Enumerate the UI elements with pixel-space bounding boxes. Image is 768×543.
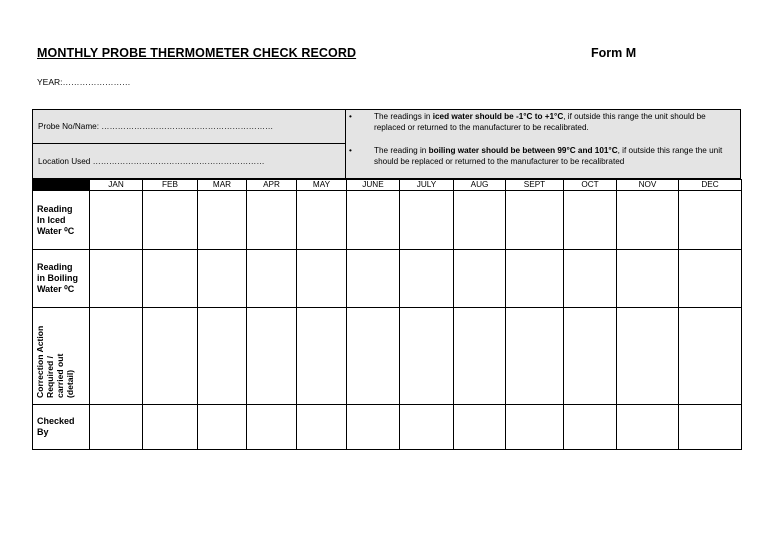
- bullet: •: [349, 146, 352, 155]
- entry-cell[interactable]: [347, 191, 400, 250]
- entry-cell[interactable]: [400, 405, 454, 450]
- month-header: AUG: [454, 180, 506, 191]
- entry-cell[interactable]: [347, 405, 400, 450]
- form-title: MONTHLY PROBE THERMOMETER CHECK RECORD: [37, 46, 357, 60]
- month-header: JUNE: [347, 180, 400, 191]
- month-header: MAY: [297, 180, 347, 191]
- entry-cell[interactable]: [90, 405, 143, 450]
- entry-cell[interactable]: [400, 308, 454, 405]
- entry-cell[interactable]: [297, 405, 347, 450]
- entry-cell[interactable]: [564, 191, 617, 250]
- entry-cell[interactable]: [247, 405, 297, 450]
- entry-cell[interactable]: [297, 250, 347, 308]
- entry-cell[interactable]: [90, 191, 143, 250]
- entry-cell[interactable]: [347, 250, 400, 308]
- row-label-checked: Checked By: [33, 405, 90, 450]
- entry-cell[interactable]: [143, 308, 198, 405]
- entry-cell[interactable]: [679, 405, 742, 450]
- month-header: JAN: [90, 180, 143, 191]
- entry-cell[interactable]: [297, 308, 347, 405]
- correction-label: Correction Action Required / carried out (detail): [35, 325, 75, 398]
- iced-water-row: [33, 191, 742, 250]
- note-text: , if outside this range the unit should be replaced or returned to the manufacturer to be recalibrated: [374, 146, 723, 166]
- boiling-water-row: [33, 250, 742, 308]
- entry-cell[interactable]: [454, 250, 506, 308]
- entry-cell[interactable]: [679, 191, 742, 250]
- entry-cell[interactable]: [143, 250, 198, 308]
- entry-cell[interactable]: [347, 308, 400, 405]
- entry-cell[interactable]: [454, 405, 506, 450]
- month-header: JULY: [400, 180, 454, 191]
- note-text: , if outside this range the unit should be replaced or returned to the manufacturer to be recalibrated.: [374, 112, 706, 132]
- entry-cell[interactable]: [454, 191, 506, 250]
- location-used-field[interactable]: Location Used ………………………………………………………: [38, 156, 265, 166]
- month-header: OCT: [564, 180, 617, 191]
- entry-cell[interactable]: [564, 250, 617, 308]
- row-label-iced: Reading In Iced Water ⁰C: [33, 191, 90, 250]
- form-identifier: Form M: [591, 46, 637, 60]
- entry-cell[interactable]: [198, 250, 247, 308]
- entry-cell[interactable]: [90, 308, 143, 405]
- entry-cell[interactable]: [247, 250, 297, 308]
- year-field[interactable]: YEAR:……………………: [37, 77, 131, 87]
- entry-cell[interactable]: [506, 405, 564, 450]
- entry-cell[interactable]: [143, 405, 198, 450]
- entry-cell[interactable]: [506, 308, 564, 405]
- note-text: The reading in: [374, 146, 429, 155]
- header-corner: [33, 180, 90, 191]
- entry-cell[interactable]: [617, 405, 679, 450]
- info-fields: [33, 110, 346, 178]
- entry-cell[interactable]: [90, 250, 143, 308]
- entry-cell[interactable]: [297, 191, 347, 250]
- month-header-row: [33, 180, 742, 191]
- entry-cell[interactable]: [506, 250, 564, 308]
- month-header: NOV: [617, 180, 679, 191]
- entry-cell[interactable]: [617, 191, 679, 250]
- entry-cell[interactable]: [247, 308, 297, 405]
- entry-cell[interactable]: [198, 191, 247, 250]
- instructions: [346, 110, 740, 178]
- month-header: MAR: [198, 180, 247, 191]
- entry-cell[interactable]: [247, 191, 297, 250]
- note-emphasis: boiling water should be between 99°C and 101°C: [428, 146, 618, 155]
- entry-cell[interactable]: [400, 250, 454, 308]
- row-label-correction: [33, 308, 90, 405]
- entry-cell[interactable]: [617, 308, 679, 405]
- entry-cell[interactable]: [679, 308, 742, 405]
- info-box: [32, 109, 741, 179]
- entry-cell[interactable]: [679, 250, 742, 308]
- bullet: •: [349, 112, 352, 121]
- month-header: DEC: [679, 180, 742, 191]
- month-header: APR: [247, 180, 297, 191]
- probe-name-field[interactable]: Probe No/Name: ………………………………………………………: [33, 110, 345, 144]
- entry-cell[interactable]: [454, 308, 506, 405]
- entry-cell[interactable]: [198, 308, 247, 405]
- entry-cell[interactable]: [143, 191, 198, 250]
- checked-by-row: [33, 405, 742, 450]
- entry-cell[interactable]: [564, 405, 617, 450]
- monthly-check-table: [32, 179, 742, 450]
- entry-cell[interactable]: [617, 250, 679, 308]
- entry-cell[interactable]: [506, 191, 564, 250]
- entry-cell[interactable]: [400, 191, 454, 250]
- row-label-boiling: Reading in Boiling Water ⁰C: [33, 250, 90, 308]
- entry-cell[interactable]: [198, 405, 247, 450]
- month-header: FEB: [143, 180, 198, 191]
- note-emphasis: iced water should be -1°C to +1°C: [432, 112, 564, 121]
- month-header: SEPT: [506, 180, 564, 191]
- entry-cell[interactable]: [564, 308, 617, 405]
- note-text: The readings in: [374, 112, 433, 121]
- correction-action-row: [33, 308, 742, 405]
